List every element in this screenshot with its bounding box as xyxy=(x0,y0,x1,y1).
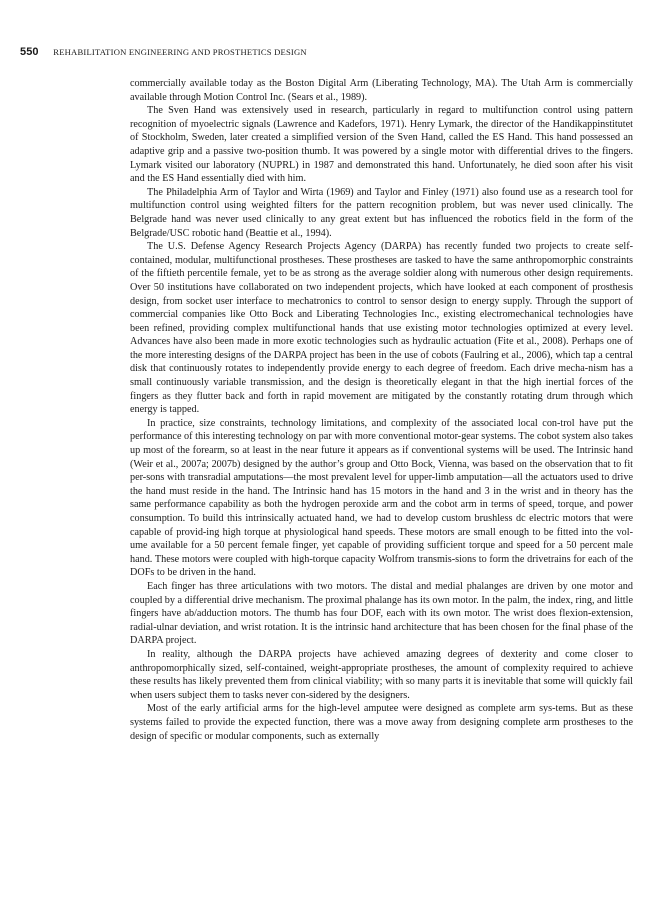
paragraph: Most of the early artificial arms for the high-level amputee were designed as complete arm sys-tems. But as these systems failed to provide the expected function, there was a move away from designing complete arm prostheses to the design of specific or modular components, such as externally xyxy=(130,703,633,742)
paragraph: The Sven Hand was extensively used in research, particularly in regard to multifunction control using pattern recognition of myoelectric signals (Lawrence and Kadefors, 1971). Henry Lymark, the director of the Handikappinstitutet of Stockholm, Sweden, later created a simplified version of the Sven Hand, called the ES Hand. This hand possessed an adaptive grip and a passive two-position thumb. It was powered by a single motor with differential drives to the fingers. Lymark visited our laboratory (NUPRL) in 1987 and demonstrated this hand. Unfortunately, he died soon after his visit and the ES Hand essentially died with him. xyxy=(130,105,633,185)
paragraph: Each finger has three articulations with two motors. The distal and medial phalanges are driven by one motor and coupled by a differential drive mechanism. The proximal phalange has its own motor. In the palm, the index, ring, and little fingers have ab/adduction motors. The thumb has four DOF, each with its own motor. The wrist does flexion-extension, radial-ulnar deviation, and wrist rotation. It is the intrinsic hand architecture that has been chosen for the final phase of the DARPA project. xyxy=(130,580,633,647)
running-title: REHABILITATION ENGINEERING AND PROSTHETICS DESIGN xyxy=(53,47,307,57)
paragraph: commercially available today as the Boston Digital Arm (Liberating Technology, MA). The Utah Arm is commercially available through Motion Control Inc. (Sears et al., 1989). xyxy=(130,78,633,103)
running-header xyxy=(20,46,620,58)
paragraph: In practice, size constraints, technology limitations, and complexity of the associated local con-trol have put the performance of this interesting technology on par with more conventional motor-gear systems. The cobot system also takes up most of the forearm, so at least in the near future it appears as if conventional systems will be used. The Intrinsic hand (Weir et al., 2007a; 2007b) designed by the author’s group and Otto Bock, Vienna, was based on the observation that to fit per-sons with transradial amputations—the most prevalent level for upper-limb amputation—all the actuators used to drive the hand must reside in the hand. The Intrinsic hand has 15 motors in the hand and 3 in the wrist and in theory has the same performance capability as both the hydrogen peroxide arm and the cobot arm in terms of speed, torque, and power consumption. To build this intrinsically actuated hand, we had to develop custom brushless dc electric motors that were capable of provid-ing high torque at physiological hand speeds. These motors are small enough to be fitted into the vol-ume available for a 50 percent female finger, yet capable of providing sufficient torque and speed for a 50 percent male hand. These motors were coupled with high-torque capacity Wolfrom transmis-sions to form the drivetrains for each of the DOFs to be driven in the hand. xyxy=(130,417,633,579)
paragraph: The U.S. Defense Agency Research Projects Agency (DARPA) has recently funded two projects to create self-contained, modular, multifunctional prostheses. These prostheses are tasked to have the same anthropomorphic constraints of the fiftieth percentile female, yet to be as strong as the average soldier along with numerous other design requirements. Over 50 institutions have collaborated on two independent projects, which have looked at each component of prosthesis design, from socket user interface to mechatronics to control to sensor design to energy supply. Through the support of commercial companies like Otto Bock and Liberating Technologies Inc., existing electromechanical technologies have been refined, providing complex multifunctional hands that use existing motor technologies optimized at every level. Advances have also been made in more exotic technologies such as hydraulic actuation (Fite et al., 2008). Perhaps one of the more interesting designs of the DARPA project has been in the use of cobots (Faulring et al., 2006), which tap a central disk that continuously rotates to independently provide energy to each degree of freedom. Each drive mecha-nism has a small continuously variable transmission, and the design is theoretically elegant in that the high inertial forces of the fingers as they flutter back and forth in rapid movement are mitigated by the constantly rotating drum through which energy is tapped. xyxy=(130,241,633,416)
paragraph: The Philadelphia Arm of Taylor and Wirta (1969) and Taylor and Finley (1971) also found use as a research tool for multifunction control using weighted filters for the pattern recognition problem, but was never used clinically. The Belgrade hand was never used clinically to any great extent but has influenced the robotics field in the form of the Belgrade/USC robotic hand (Beattie et al., 1994). xyxy=(130,186,633,239)
paragraph: In reality, although the DARPA projects have achieved amazing degrees of dexterity and come closer to anthropomorphically sized, self-contained, weight-appropriate prostheses, the amount of complexity required to achieve these results has likely prevented them from clinical viability; with so many parts it is inevitable that some will quickly fail when users subject them to tasks never con-sidered by the designers. xyxy=(130,648,633,701)
body-text xyxy=(130,77,633,743)
page-number: 550 xyxy=(20,46,39,58)
